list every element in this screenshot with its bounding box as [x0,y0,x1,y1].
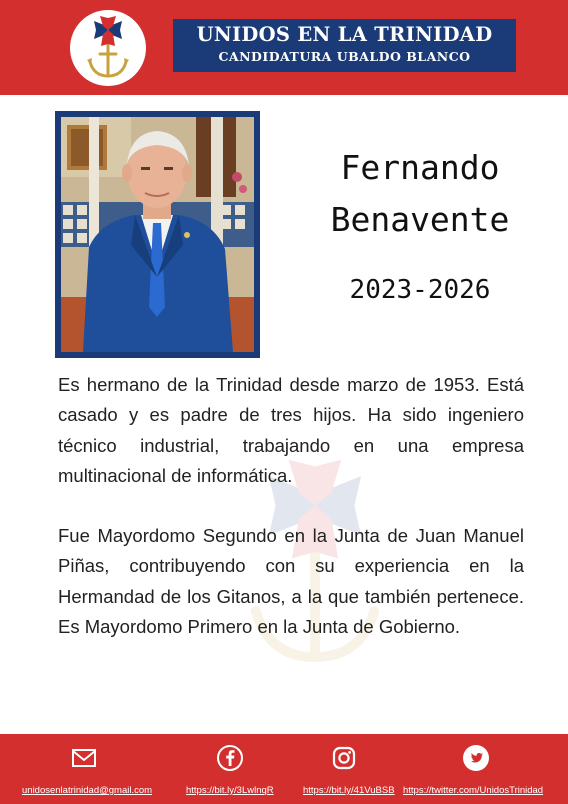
footer-bar [0,734,568,804]
first-name: Fernando [340,148,500,187]
bio-paragraph-2: Fue Mayordomo Segundo en la Junta de Juan Manuel Piñas, contribuyendo con su experiencia en la Hermandad de los Gitanos, a la que también pertenece. Es Mayordomo Primero en la Junta de Gobierno. [58,525,524,638]
instagram-link[interactable]: https://bit.ly/41VuBSB [303,785,395,796]
facebook-link[interactable]: https://bit.ly/3LwlnqR [186,785,274,796]
site-title: UNIDOS EN LA TRINIDAD [196,23,493,46]
twitter-link[interactable]: https://twitter.com/UnidosTrinidad [403,785,544,796]
footer-twitter[interactable] [403,744,553,804]
footer-facebook[interactable] [186,744,286,804]
header-bar [0,0,568,95]
portrait-photo [61,117,254,352]
site-subtitle: CANDIDATURA UBALDO BLANCO [218,49,471,64]
facebook-icon [216,744,244,772]
twitter-bird-icon [462,744,490,772]
cross-anchor-logo [70,10,146,86]
biography [58,370,524,672]
footer-instagram[interactable] [303,744,403,804]
person-name [290,142,550,246]
footer-email[interactable] [22,744,162,804]
envelope-icon [70,744,98,772]
portrait-frame [55,111,260,358]
bio-paragraph-1: Es hermano de la Trinidad desde marzo de 1953. Está casado y es padre de tres hijos. Ha sido ingeniero técnico industrial, trabajando en una empresa multinacional de informática. [58,374,524,486]
last-name: Benavente [330,200,510,239]
instagram-icon [330,744,358,772]
email-link[interactable]: unidosenlatrinidad@gmail.com [22,785,153,796]
term-years: 2023-2026 [349,275,491,305]
title-banner [173,19,516,72]
